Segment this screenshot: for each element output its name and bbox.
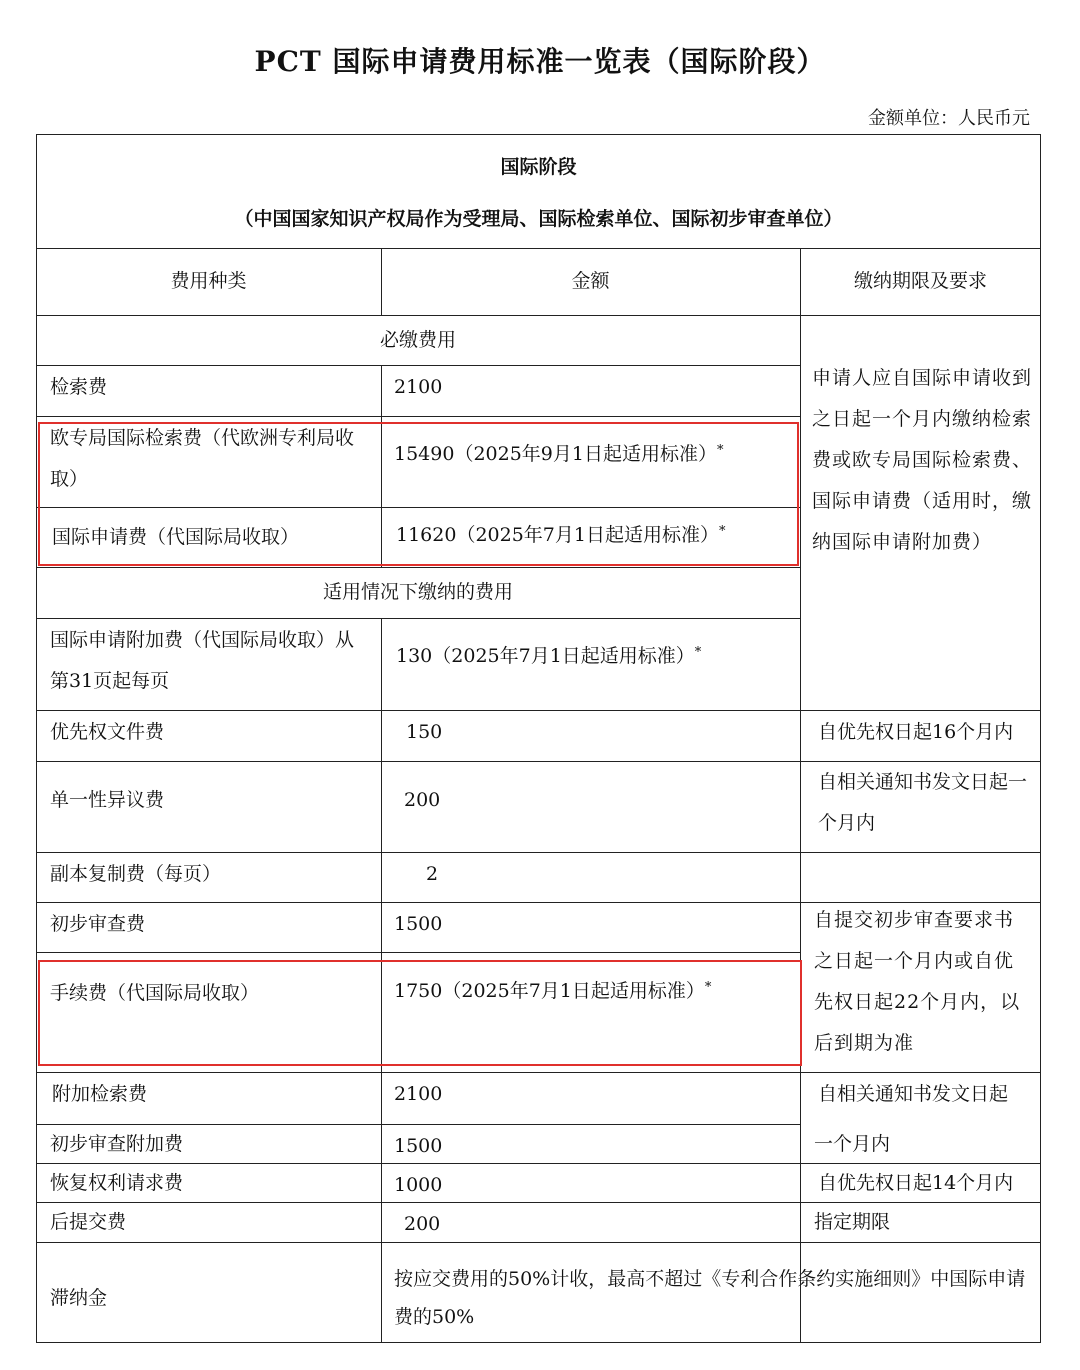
fee-table [36,134,1041,1343]
currency-unit: 金额单位：人民币元 [868,108,1030,129]
fee-deadline: 一个月内 [814,1133,891,1155]
fee-amount: 2100 [394,376,443,398]
fee-name: 检索费 [50,376,108,398]
fee-deadline: 自相关通知书发文日起 [818,1083,1009,1105]
fee-name: 国际申请附加费（代国际局收取）从第31页起每页 [50,629,355,692]
fee-name: 恢复权利请求费 [50,1172,184,1194]
fee-name: 附加检索费 [52,1083,148,1105]
column-header-fee-type: 费用种类 [170,270,247,292]
fee-name: 后提交费 [50,1211,127,1233]
fee-amount: 200 [404,789,441,811]
highlight-box-handling-fee [38,960,802,1066]
note-star: * [704,980,712,995]
fee-amount [396,636,701,677]
fee-deadline: 自优先权日起14个月内 [818,1172,1014,1194]
fee-amount-text: 11620（2025年7月1日起适用标准） [396,524,719,546]
column-header-deadline: 缴纳期限及要求 [853,270,987,292]
fee-deadline: 指定期限 [814,1211,891,1233]
fee-amount-text: 130（2025年7月1日起适用标准） [396,645,695,667]
fee-name: 初步审查费 [50,913,146,935]
fee-amount: 1500 [394,913,443,935]
fee-amount: 2100 [394,1083,443,1105]
fee-name: 滞纳金 [50,1287,108,1309]
deadline-search-fees: 申请人应自国际申请收到之日起一个月内缴纳检索费或欧专局国际检索费、国际申请费（适用时，缴纳国际申请附加费） [812,367,1033,553]
note-star: * [694,645,702,660]
fee-amount-text: 15490（2025年9月1日起适用标准） [394,443,717,465]
section-subheading: （中国国家知识产权局作为受理局、国际检索单位、国际初步审查单位） [234,208,843,230]
fee-name: 副本复制费（每页） [50,863,222,885]
fee-amount: 150 [406,721,443,743]
fee-amount: 200 [404,1213,441,1235]
fee-name: 优先权文件费 [50,721,165,743]
deadline-exam-fees: 自提交初步审查要求书之日起一个月内或自优先权日起22个月内，以后到期为准 [814,909,1021,1054]
group-conditional: 适用情况下缴纳的费用 [322,581,513,603]
fee-amount-text: 1750（2025年7月1日起适用标准） [394,980,705,1002]
note-star: * [716,443,724,458]
section-heading: 国际阶段 [500,156,577,178]
note-star: * [718,524,726,539]
highlight-box-search-and-filing [38,422,799,566]
fee-deadline: 自优先权日起16个月内 [818,721,1014,743]
fee-name: 国际申请费（代国际局收取） [52,526,300,548]
fee-amount: 1000 [394,1174,443,1196]
fee-name: 欧专局国际检索费（代欧洲专利局收取） [50,427,355,490]
fee-name: 单一性异议费 [50,789,165,811]
page-title: PCT 国际申请费用标准一览表（国际阶段） [254,45,826,78]
group-mandatory: 必缴费用 [379,329,456,351]
column-header-amount: 金额 [571,270,610,292]
fee-amount: 按应交费用的50%计收，最高不超过《专利合作条约实施细则》中国际申请费的50% [394,1268,1026,1328]
fee-deadline: 自相关通知书发文日起一个月内 [818,771,1028,834]
fee-amount: 1500 [394,1135,443,1157]
fee-amount: 2 [426,863,439,885]
fee-name: 手续费（代国际局收取） [50,982,260,1004]
fee-name: 初步审查附加费 [50,1133,184,1155]
